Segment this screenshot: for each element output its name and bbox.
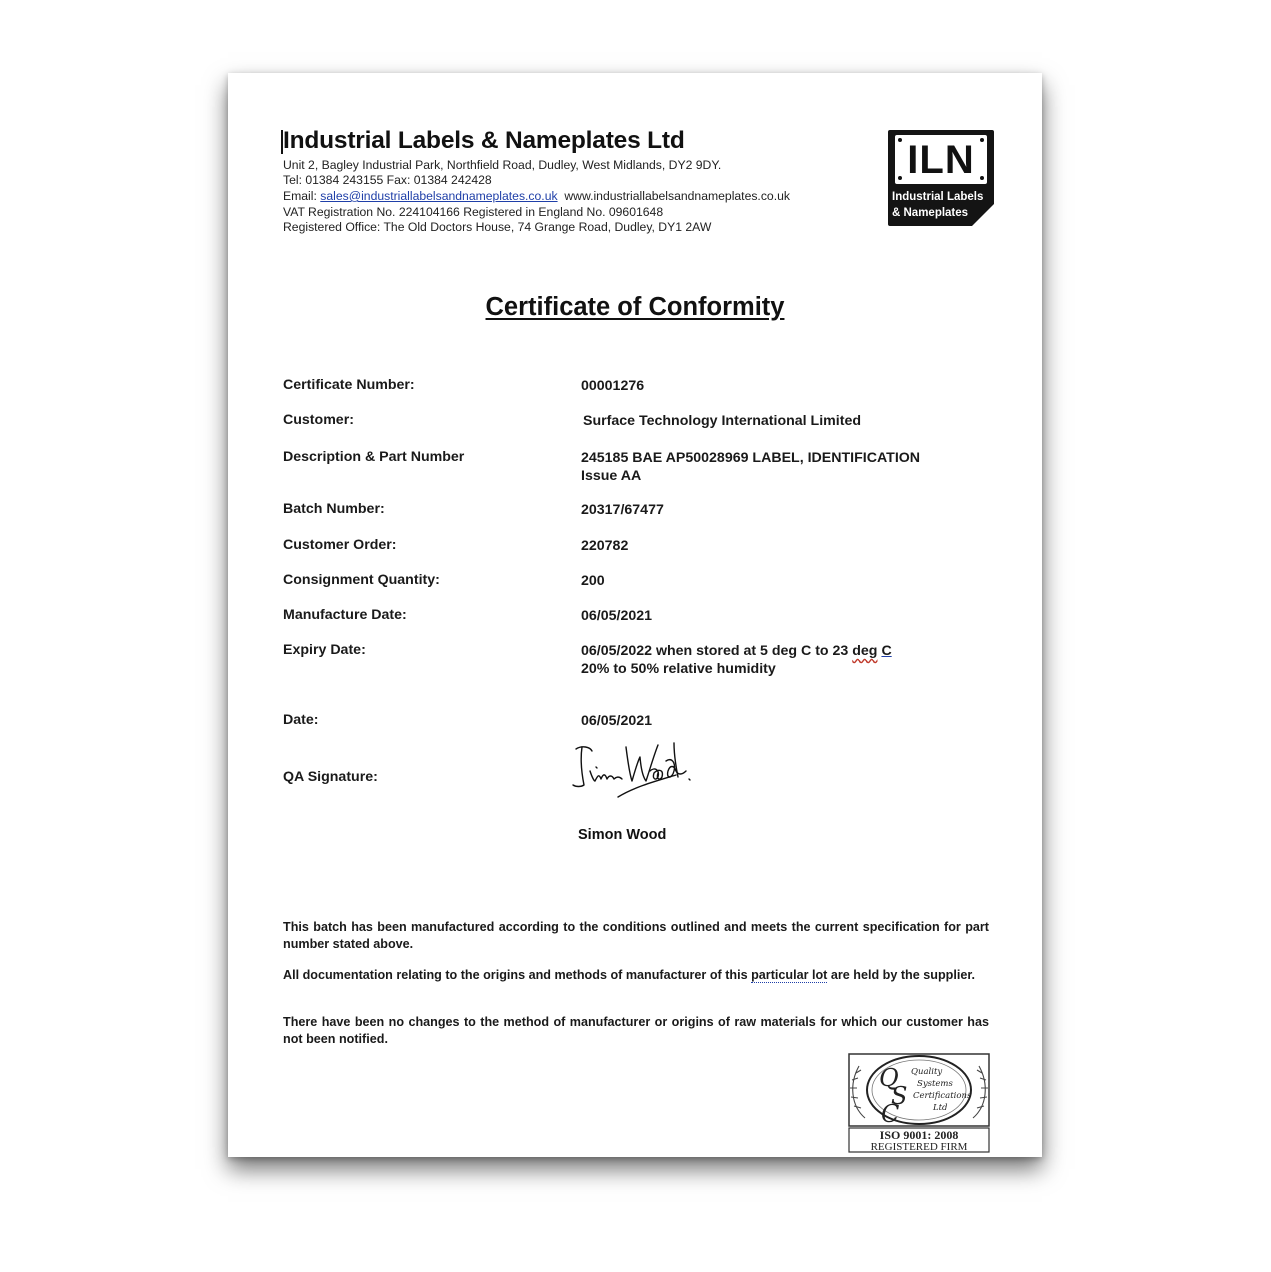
documentation-text-end: are held by the supplier. [827,968,976,982]
manufacture-changes-statement: There have been no changes to the method of manufacturer or origins of raw materials for which our customer has not been notified. [283,1015,989,1046]
expiry-date-label: Expiry Date: [283,642,366,658]
date-value: 06/05/2021 [581,713,653,729]
certificate-number-value: 00001276 [581,378,645,394]
registered-firm-label: REGISTERED FIRM [870,1141,968,1153]
conformity-statement: This batch has been manufactured according to the conditions outlined and meets the current specification for part number stated above. [283,920,989,951]
qsc-text-quality: Quality [911,1067,943,1077]
company-name: Industrial Labels & Nameplates Ltd [283,127,685,154]
registered-office: Registered Office: The Old Doctors House, 74 Grange Road, Dudley, DY1 2AW [283,220,712,234]
iso-label: ISO 9001: 2008 [879,1128,959,1142]
iln-logo-line2: & Nameplates [892,207,969,219]
expiry-date-line1 [581,642,892,660]
grammar-flag-phrase: particular lot [751,968,828,982]
description-line2: Issue AA [581,468,642,484]
iln-logo [888,130,994,226]
consignment-quantity-value: 200 [581,573,605,589]
signer-name: Simon Wood [578,827,667,843]
qa-signature-label: QA Signature: [283,769,378,785]
handwritten-signature [568,741,698,819]
qsc-text-ltd: Ltd [933,1103,948,1113]
qsc-certification-logo [845,1048,993,1154]
email-link[interactable]: sales@industriallabelsandnameplates.co.uk [320,189,558,203]
iln-logo-initials: ILN [895,135,987,184]
description-value [581,449,920,485]
customer-order-label: Customer Order: [283,537,397,553]
iln-logo-line1: Industrial Labels [892,191,984,203]
company-address: Unit 2, Bagley Industrial Park, Northfield Road, Dudley, West Midlands, DY2 9DY. [283,158,722,172]
documentation-text-start: All documentation relating to the origins and methods of manufacturer of this [283,968,752,982]
consignment-quantity-label: Consignment Quantity: [283,572,440,588]
iln-logo-fold [972,204,994,226]
description-label: Description & Part Number [283,449,465,465]
expiry-date-value [581,642,892,678]
expiry-date-line2: 20% to 50% relative humidity [581,661,776,677]
qsc-text-systems: Systems [917,1079,953,1089]
company-phone: Tel: 01384 243155 Fax: 01384 242428 [283,173,492,187]
email-label: Email: [283,189,317,203]
vat-registration: VAT Registration No. 224104166 Registered in England No. 09601648 [283,205,664,219]
qsc-letter-c: C [881,1100,900,1128]
date-label: Date: [283,712,319,728]
customer-order-value: 220782 [581,538,629,554]
certificate-number-label: Certificate Number: [283,377,415,393]
manufacture-date-label: Manufacture Date: [283,607,407,623]
certificate-title: Certificate of Conformity [485,293,785,321]
website-text: www.industriallabelsandnameplates.co.uk [564,189,790,203]
expiry-date-unit: C [881,643,892,659]
batch-number-label: Batch Number: [283,501,385,517]
customer-label: Customer: [283,412,354,428]
customer-value: Surface Technology International Limited [583,413,862,429]
manufacture-date-value: 06/05/2021 [581,608,653,624]
expiry-date-text: 06/05/2022 when stored at 5 deg C to 23 [581,643,853,659]
description-line1: 245185 BAE AP50028969 LABEL, IDENTIFICATION [581,450,921,466]
qsc-letter-q: Q [879,1064,899,1092]
spellcheck-deg: deg [852,643,878,659]
certificate-page [228,73,1042,1157]
batch-number-value: 20317/67477 [581,502,664,518]
qsc-letter-s: S [891,1082,908,1110]
qsc-text-certifications: Certifications [913,1091,972,1101]
company-contact-line [283,189,790,203]
documentation-statement [283,967,989,984]
